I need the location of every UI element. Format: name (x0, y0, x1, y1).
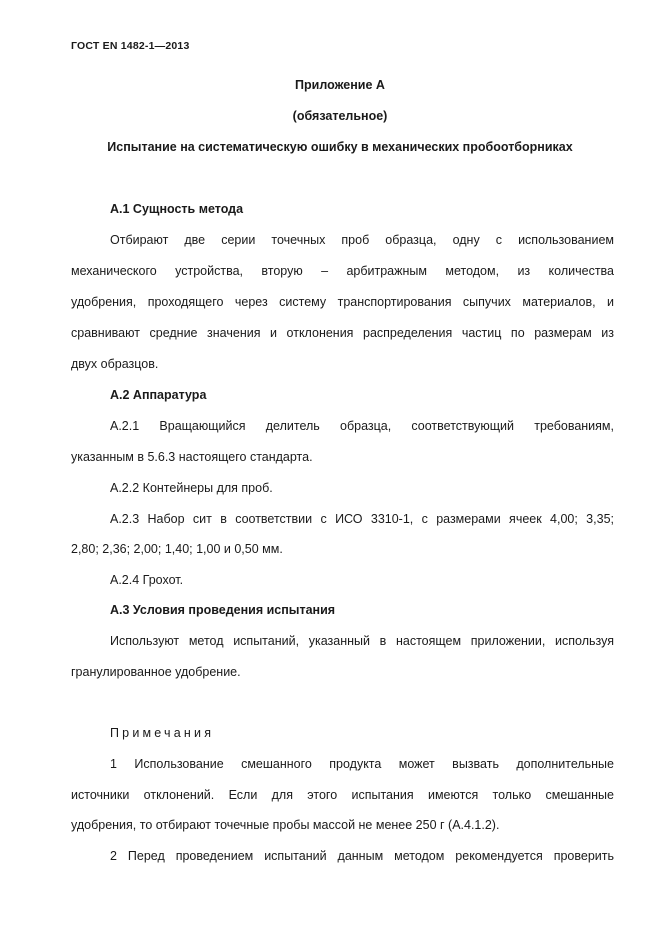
note1-line-2: источники отклонений. Если для этого испытания имеются только смешанные (71, 788, 614, 802)
appendix-status: (обязательное) (292, 109, 388, 123)
standard-header: ГОСТ EN 1482-1—2013 (71, 40, 190, 52)
a24-line: А.2.4 Грохот. (110, 573, 184, 587)
a3-line-1: Используют метод испытаний, указанный в настоящем приложении, используя (110, 634, 614, 648)
appendix-title: Приложение А (295, 78, 385, 92)
note2-line-1: 2 Перед проведением испытаний данным методом рекомендуется проверить (110, 849, 614, 863)
a1-line-4: сравнивают средние значения и отклонения распределения частиц по размерам из (71, 326, 614, 340)
a3-line-2: гранулированное удобрение. (71, 665, 241, 679)
note1-line-1: 1 Использование смешанного продукта может вызвать дополнительные (110, 757, 614, 771)
appendix-subject: Испытание на систематическую ошибку в механических пробоотборниках (107, 140, 573, 154)
section-a2-heading: А.2 Аппаратура (110, 388, 207, 402)
notes-title: Примечания (110, 726, 215, 740)
a21-line-1: А.2.1 Вращающийся делитель образца, соответствующий требованиям, (110, 419, 614, 433)
a1-line-3: удобрения, проходящего через систему транспортирования сыпучих материалов, и (71, 295, 614, 309)
a1-line-1: Отбирают две серии точечных проб образца, одну с использованием (110, 233, 614, 247)
a23-line-2: 2,80; 2,36; 2,00; 1,40; 1,00 и 0,50 мм. (71, 542, 283, 556)
a21-line-2: указанным в 5.6.3 настоящего стандарта. (71, 450, 313, 464)
section-a3-heading: А.3 Условия проведения испытания (110, 603, 336, 617)
section-a1-heading: А.1 Сущность метода (110, 202, 244, 216)
a1-line-2: механического устройства, вторую – арбитражным методом, из количества (71, 264, 614, 278)
a23-line-1: А.2.3 Набор сит в соответствии с ИСО 3310-1, с размерами ячеек 4,00; 3,35; (110, 512, 614, 526)
a1-line-5: двух образцов. (71, 357, 159, 371)
note1-line-3: удобрения, то отбирают точечные пробы массой не менее 250 г (А.4.1.2). (71, 818, 500, 832)
a22-line: А.2.2 Контейнеры для проб. (110, 481, 273, 495)
